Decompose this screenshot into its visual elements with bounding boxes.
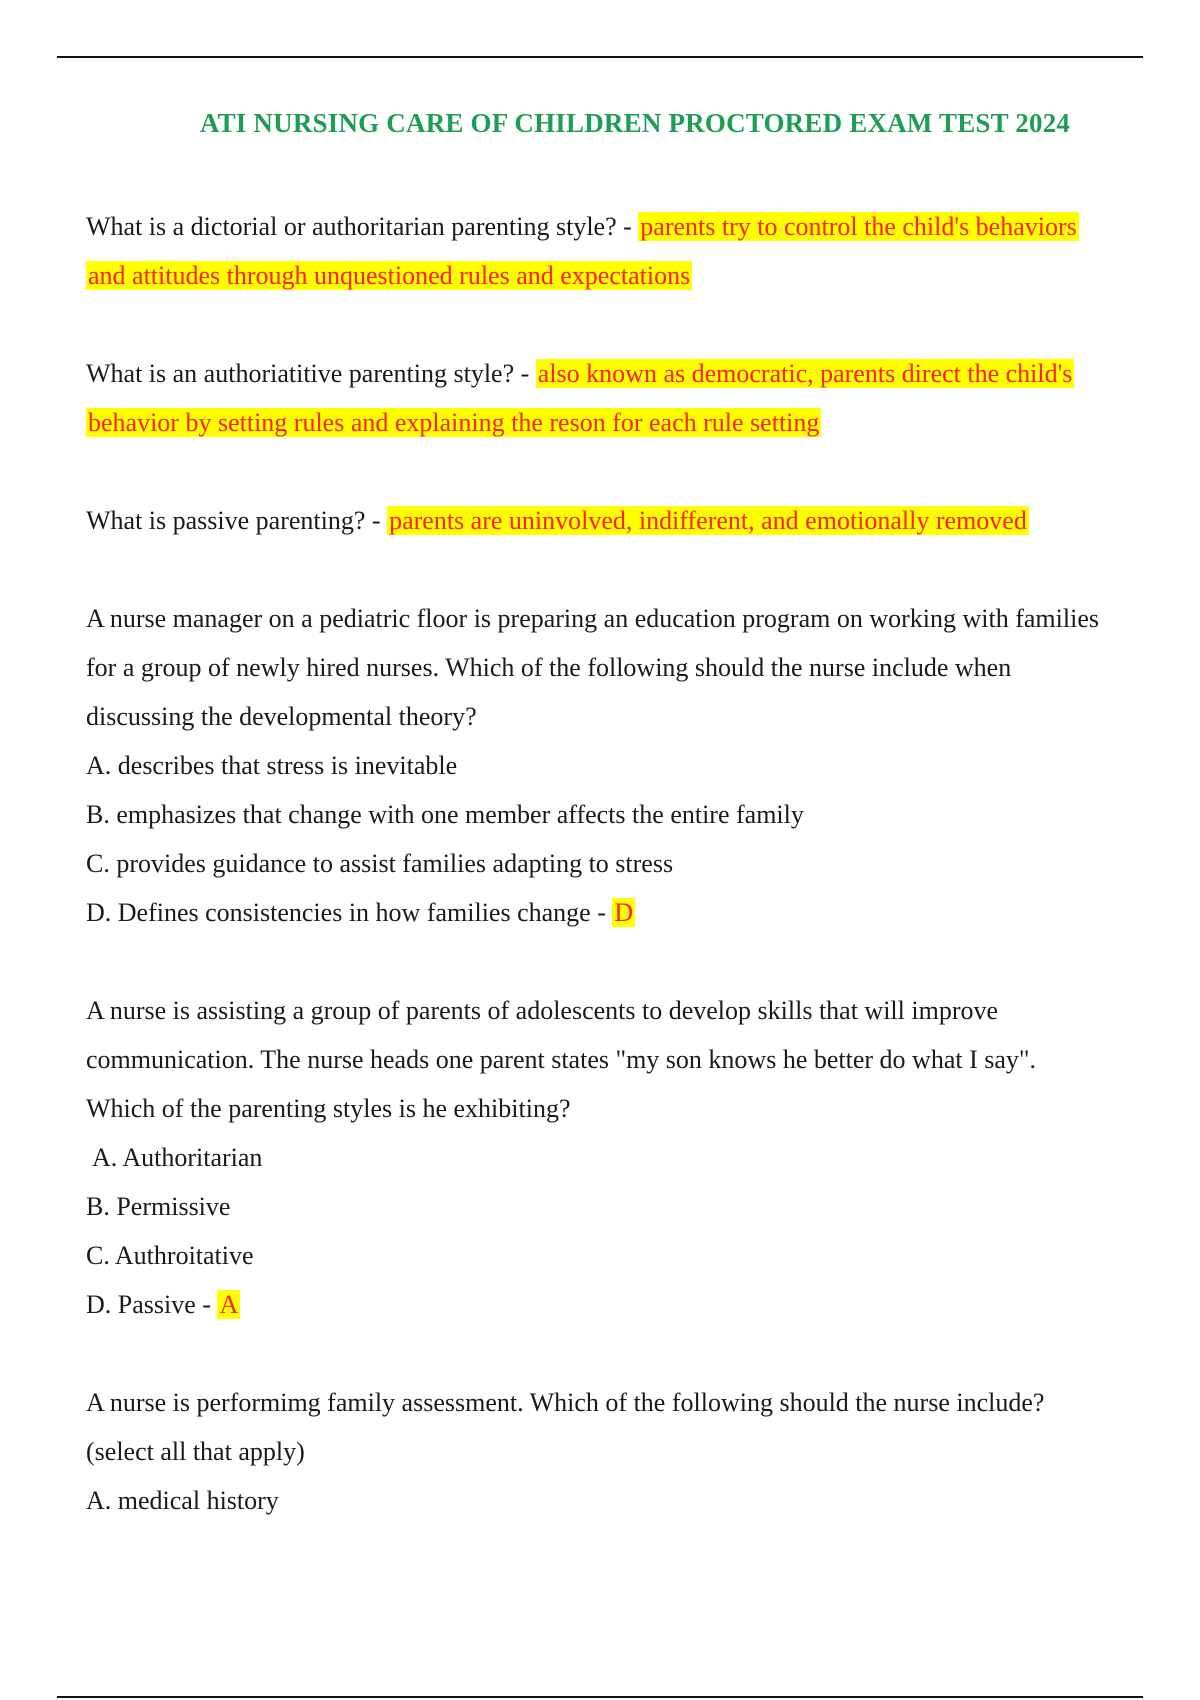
question-stem-line: for a group of newly hired nurses. Which of the following should the nurse include when	[86, 653, 1012, 682]
answer-highlight: also known as democratic, parents direct the child's	[537, 359, 1073, 388]
question-text: What is an authoriatitive parenting style? -	[86, 359, 536, 388]
question-stem-line: A nurse manager on a pediatric floor is preparing an education program on working with families	[86, 604, 1099, 633]
option-d: D. Passive -	[86, 1290, 218, 1319]
mcq-item-2	[86, 986, 1196, 1329]
mcq-item-3	[86, 1378, 1196, 1525]
answer-highlight: A	[219, 1290, 239, 1319]
question-stem-line: A nurse is assisting a group of parents of adolescents to develop skills that will improve	[86, 996, 999, 1025]
question-text: What is passive parenting? -	[86, 506, 388, 535]
spacer	[86, 1329, 1196, 1378]
spacer	[86, 937, 1196, 986]
question-stem-line: communication. The nurse heads one parent states "my son knows he better do what I say".	[86, 1045, 1037, 1074]
option-d: D. Defines consistencies in how families change -	[86, 898, 613, 927]
option-a: A. Authoritarian	[92, 1143, 263, 1172]
option-a: A. medical history	[86, 1486, 279, 1515]
option-c: C. Authroitative	[86, 1241, 254, 1270]
qa-item-2	[86, 349, 1196, 447]
answer-highlight: parents are uninvolved, indifferent, and emotionally removed	[389, 506, 1027, 535]
question-stem-line: (select all that apply)	[86, 1437, 305, 1466]
question-text: What is a dictorial or authoritarian parenting style? -	[86, 212, 639, 241]
spacer	[86, 300, 1196, 349]
spacer	[86, 545, 1196, 594]
spacer	[86, 447, 1196, 496]
mcq-item-1	[86, 594, 1196, 937]
question-stem-line: A nurse is performimg family assessment. Which of the following should the nurse include?	[86, 1388, 1045, 1417]
option-b: B. emphasizes that change with one member affects the entire family	[86, 800, 804, 829]
bottom-rule	[57, 1696, 1143, 1698]
option-c: C. provides guidance to assist families adapting to stress	[86, 849, 674, 878]
answer-highlight: and attitudes through unquestioned rules and expectations	[88, 261, 691, 290]
document-body	[86, 202, 1196, 1525]
answer-highlight: behavior by setting rules and explaining the reson for each rule setting	[88, 408, 820, 437]
answer-highlight: D	[614, 898, 634, 927]
qa-item-3	[86, 496, 1196, 545]
answer-highlight: parents try to control the child's behaviors	[640, 212, 1077, 241]
option-a: A. describes that stress is inevitable	[86, 751, 458, 780]
question-stem-line: discussing the developmental theory?	[86, 702, 477, 731]
document-title: ATI NURSING CARE OF CHILDREN PROCTORED EXAM TEST 2024	[199, 108, 1071, 138]
option-b: B. Permissive	[86, 1192, 231, 1221]
top-rule	[57, 56, 1143, 58]
question-stem-line: Which of the parenting styles is he exhibiting?	[86, 1094, 571, 1123]
qa-item-1	[86, 202, 1196, 300]
